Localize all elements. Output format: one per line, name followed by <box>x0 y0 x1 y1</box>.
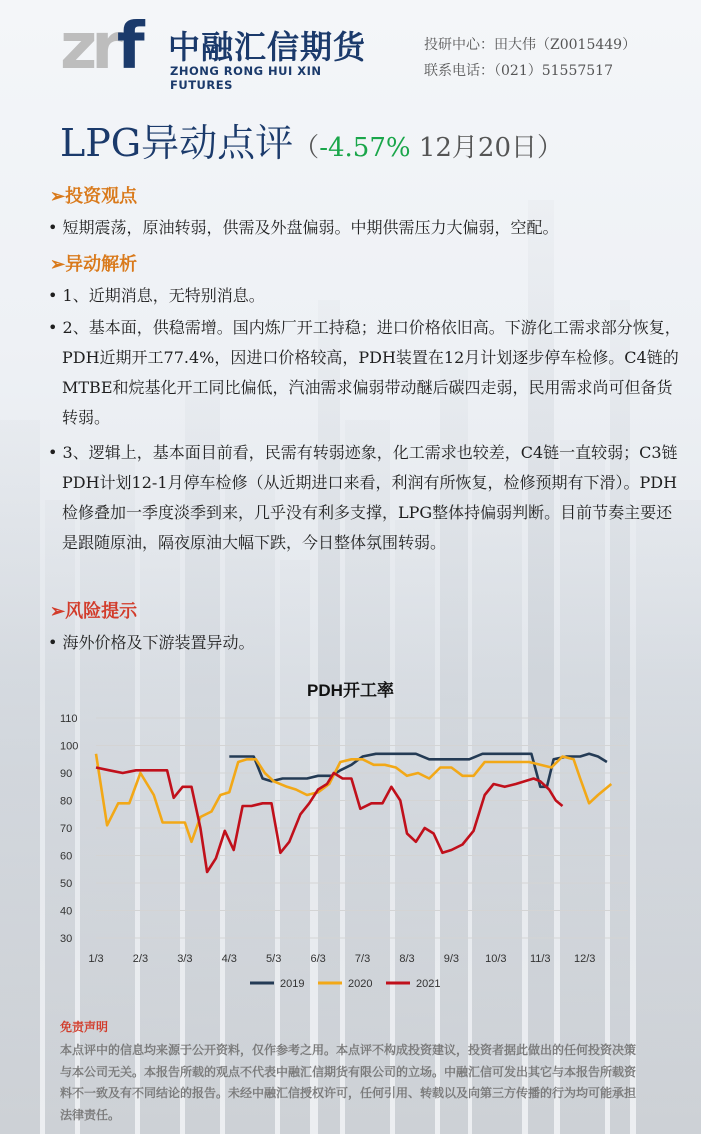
chart-title: PDH开工率 <box>307 681 394 700</box>
pdh-utilization-chart <box>0 700 701 1000</box>
title-open-paren: （ <box>293 133 320 163</box>
y-tick-label: 70 <box>60 823 73 835</box>
series-line-2019 <box>229 754 607 787</box>
legend-label-2020: 2020 <box>348 978 373 990</box>
x-tick-label: 5/3 <box>266 953 282 965</box>
logo-mark-zr: zr <box>60 10 117 84</box>
x-tick-label: 6/3 <box>310 953 326 965</box>
y-tick-label: 80 <box>60 795 73 808</box>
legend-label-2019: 2019 <box>280 978 305 990</box>
x-tick-label: 8/3 <box>399 953 415 965</box>
x-tick-label: 9/3 <box>443 953 460 965</box>
section-heading-investment-view: ➢投资观点 <box>50 186 138 207</box>
contact-info <box>424 32 636 84</box>
company-name-en: ZHONG RONG HUI XIN FUTURES <box>170 64 322 92</box>
title-close-paren: ） <box>537 133 564 163</box>
x-tick-label: 4/3 <box>221 953 237 965</box>
legend-label-2021: 2021 <box>416 978 441 990</box>
report-date: 12月20日 <box>410 133 538 163</box>
y-tick-label: 60 <box>60 850 73 863</box>
x-tick-label: 7/3 <box>354 953 371 965</box>
phone-line: 联系电话：（021）51557517 <box>424 63 613 79</box>
bullet-analysis-2: • 2、基本面，供稳需增。国内炼厂开工持稳；进口价格依旧高。下游化工需求部分恢复，PDH近期开工77.4%，因进口价格较高，PDH装置在12月计划逐步停车检修。C4链的MTBE和烷基化开工同比偏低，汽油需求偏弱带动醚后碳四走弱，民用需求尚可但备货转弱。 <box>48 318 681 427</box>
x-tick-label: 1/3 <box>88 953 104 965</box>
section-heading-risk: ➢风险提示 <box>50 601 138 622</box>
y-tick-label: 110 <box>60 713 78 725</box>
disclaimer-title: 免责声明 <box>60 1020 109 1034</box>
title-main: LPG异动点评 <box>60 121 294 165</box>
price-change: -4.57% <box>319 133 411 163</box>
company-logo <box>60 10 380 92</box>
x-tick-label: 2/3 <box>132 953 149 965</box>
bullet-investment-view: • 短期震荡，原油转弱，供需及外盘偏弱。中期供需压力大偏弱，空配。 <box>48 218 559 237</box>
y-tick-label: 50 <box>60 878 73 890</box>
bullet-analysis-1: • 1、近期消息，无特别消息。 <box>48 286 265 305</box>
y-tick-label: 40 <box>60 905 73 918</box>
disclaimer-body: 本点评中的信息均来源于公开资料，仅作参考之用。本点评不构成投资建议，投资者据此做出的任何投资决策与本公司无关。本报告所载的观点不代表中融汇信期货有限公司的立场。中融汇信可发出其它与本报告所载资料不一致及有不同结论的报告。未经中融汇信授权许可，任何引用、转载以及向第三方传播的行为均可能承担法律责任。 <box>60 1043 637 1122</box>
x-tick-label: 10/3 <box>485 953 507 965</box>
logo-mark <box>60 12 139 82</box>
x-tick-label: 12/3 <box>573 953 596 965</box>
x-tick-label: 11/3 <box>529 953 551 965</box>
section-heading-analysis: ➢异动解析 <box>50 254 138 275</box>
y-tick-label: 90 <box>60 768 73 780</box>
company-name-cn: 中融汇信期货 <box>168 28 367 66</box>
y-tick-label: 30 <box>60 933 73 945</box>
logo-mark-f: f <box>116 10 139 84</box>
x-tick-label: 3/3 <box>177 953 193 965</box>
y-tick-label: 100 <box>60 740 79 753</box>
bullet-analysis-3: • 3、逻辑上，基本面目前看，民需有转弱迹象，化工需求也较差，C4链一直较弱；C3链PDH计划12-1月停车检修（从近期进口来看，利润有所恢复，检修预期有下滑）。PDH检修叠加一季度淡季到来，几乎没有利多支撑，LPG整体持偏弱判断。目前节奏主要还是跟随原油，隔夜原油大幅下跌，今日整体氛围转弱。 <box>48 443 678 552</box>
report-title <box>60 112 563 167</box>
bullet-risk: • 海外价格及下游装置异动。 <box>48 633 255 652</box>
analyst-line: 投研中心：田大伟（Z0015449） <box>424 37 637 53</box>
